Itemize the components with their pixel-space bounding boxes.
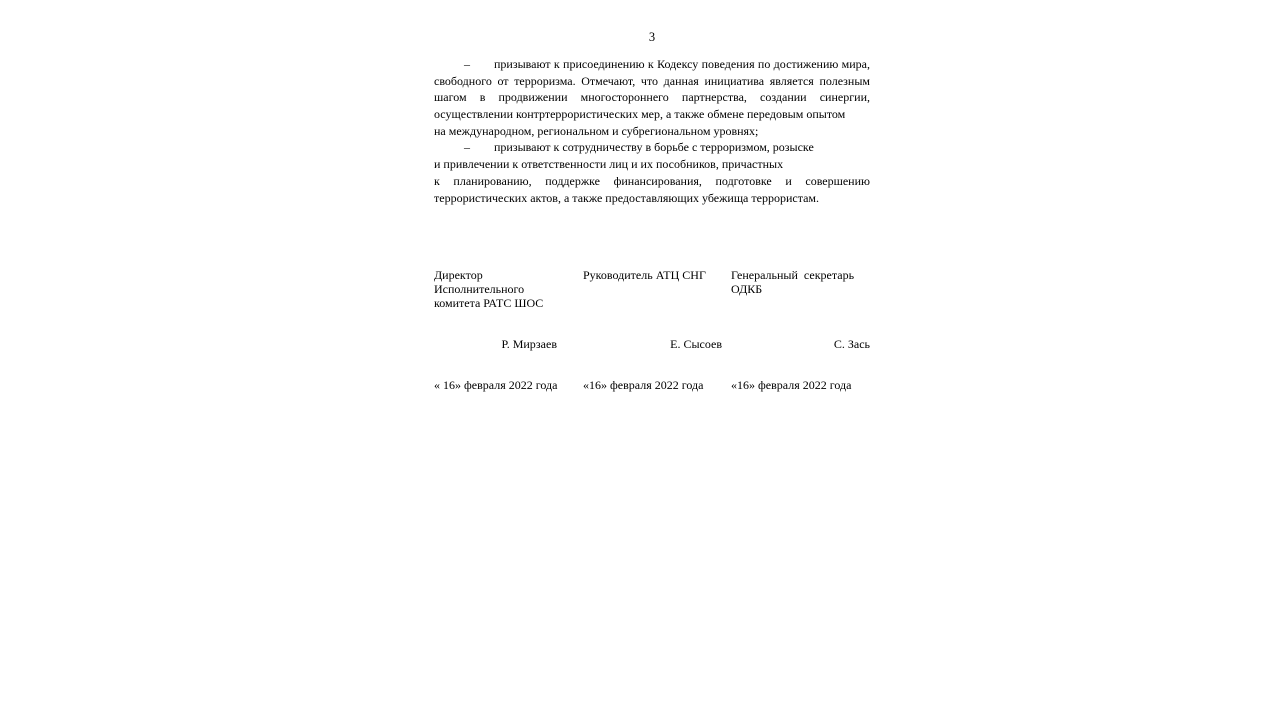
signatory-title-line: Директор [434,268,483,282]
paragraph-1-line-3: шагом в продвижении многостороннего партнерства, создании синергии, [434,90,870,105]
signatory-title-line: комитета РАТС ШОС [434,296,544,310]
paragraph-1-line-5: на международном, региональном и субрегиональном уровнях; [434,123,759,138]
paragraph-2-line-2: и привлечении к ответственности лиц и их пособников, причастных [434,157,784,172]
signatory-2-title [583,268,706,282]
signatory-3-name: С. Зась [833,337,870,351]
paragraph-text: призывают к присоединению к Кодексу поведения по достижению мира, [494,57,870,71]
signatory-title-line: Исполнительного [434,282,525,296]
signatory-1-title [434,268,543,310]
paragraph-2-line-4: террористических актов, а также предоставляющих убежища террористам. [434,190,820,205]
signatory-1-name: Р. Мирзаев [501,337,557,351]
signatory-1-date: « 16» февраля 2022 года [434,378,558,392]
signatory-2-name: Е. Сысоев [670,337,722,351]
signatory-title-line: ОДКБ [731,282,763,296]
paragraph-text: призывают к сотрудничеству в борьбе с терроризмом, розыске [494,140,814,155]
signatory-title-line: Руководитель АТЦ СНГ [583,268,706,282]
signatory-3-date: «16» февраля 2022 года [731,378,852,392]
paragraph-2-line-3: к планированию, поддержке финансирования, подготовке и совершению [434,173,870,188]
signatory-title-line: Генеральный секретарь [731,268,855,282]
signatory-2-date: «16» февраля 2022 года [583,378,704,392]
bullet-dash: – [464,140,470,155]
signatory-3-title [731,268,854,296]
page-number: 3 [648,30,656,44]
paragraph-1-line-4: осуществлении контртеррористических мер, а также обмене передовым опытом [434,107,846,122]
paragraph-1-line-2: свободного от терроризма. Отмечают, что данная инициатива является полезным [434,73,870,88]
bullet-dash: – [464,57,470,71]
